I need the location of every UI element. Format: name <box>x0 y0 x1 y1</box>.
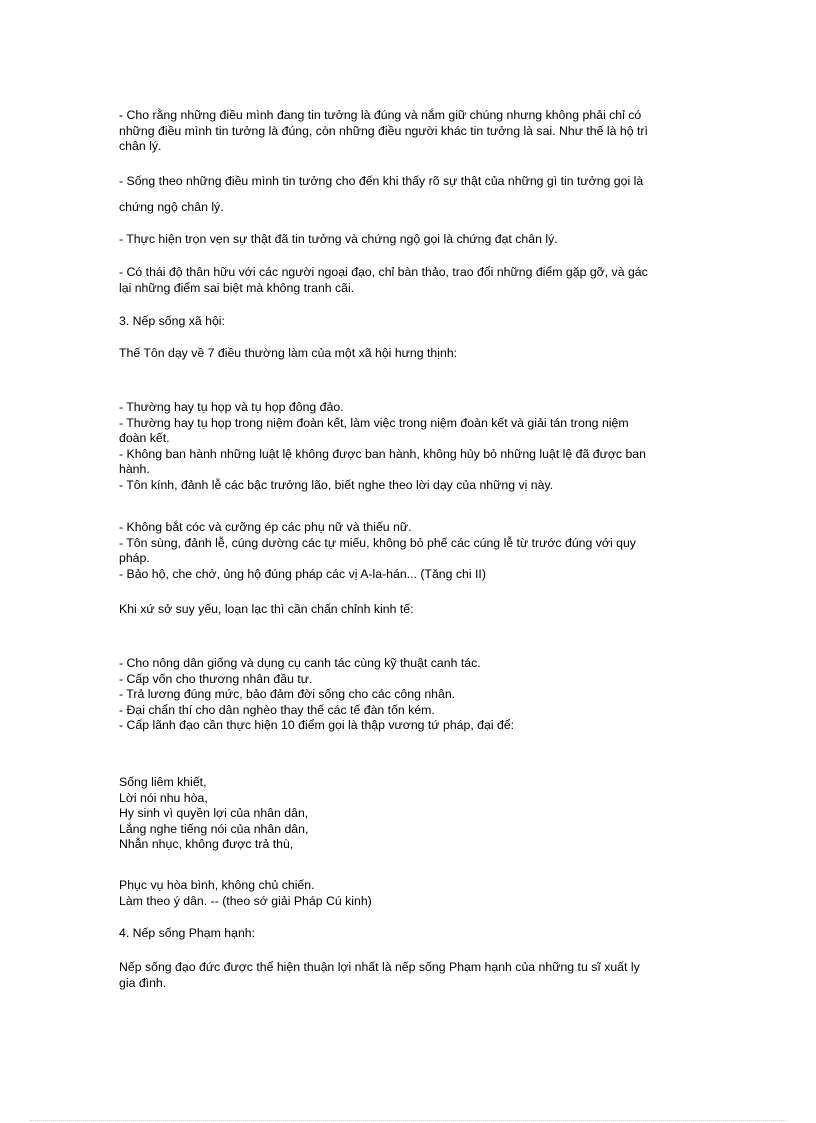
list-item: Sống liêm khiết, <box>119 775 207 789</box>
list-item: Làm theo ý dân. -- (theo sớ giải Pháp Cú kinh) <box>119 893 372 908</box>
list-item: - Thường hay tụ họp và tụ họp đông đảo. <box>119 400 344 414</box>
section-heading-pure-life: 4. Nếp sống Phạm hạnh: <box>119 926 256 940</box>
list-item: - Bảo hộ, che chở, ủng hộ đúng pháp các vị A-la-hán... (Tăng chi II) <box>119 566 486 581</box>
text-line: Nếp sống đạo đức được thể hiện thuận lợi nhất là nếp sống Phạm hạnh của những tu sĩ xuất ly <box>119 960 640 974</box>
list-item: - Không ban hành những luật lệ không được ban hành, không hủy bỏ những luật lệ đã được ban <box>119 446 646 461</box>
economy-intro: Khi xứ sở suy yếu, loạn lạc thì cần chấn chỉnh kinh tế: <box>119 602 414 616</box>
list-item: - Cấp vốn cho thương nhân đầu tư. <box>119 671 313 686</box>
section-heading-social: 3. Nếp sống xã hội: <box>119 314 225 328</box>
list-item: - Cho nông dân giống và dụng cụ canh tác cùng kỹ thuật canh tác. <box>119 656 481 670</box>
list-item: - Tôn kính, đảnh lễ các bậc trưởng lão, biết nghe theo lời dạy của những vị này. <box>119 477 554 492</box>
economy-list <box>119 656 699 734</box>
list-item: Lời nói nhu hòa, <box>119 790 208 805</box>
truth-item-attain <box>119 232 699 248</box>
text-line: những điều mình tin tưởng là đúng, còn những điều người khác tin tưởng là sai. Như thế là hộ trì <box>119 123 648 138</box>
pure-life-body <box>119 960 699 991</box>
social-list-b <box>119 520 699 582</box>
truth-item-realize-cont <box>119 200 699 216</box>
text-line: chứng ngộ chân lý. <box>119 200 224 214</box>
list-item: Hy sinh vì quyền lợi của nhân dân, <box>119 806 309 821</box>
text-line: - Thực hiện trọn vẹn sự thật đã tin tưởng và chứng ngộ gọi là chứng đạt chân lý. <box>119 232 558 246</box>
list-item: hành. <box>119 462 150 477</box>
truth-item-friendly <box>119 265 699 296</box>
text-line: - Sống theo những điều mình tin tưởng cho đến khi thấy rõ sự thật của những gì tin tưởng gọi là <box>119 174 644 188</box>
virtues-list-end <box>119 878 699 909</box>
list-item: - Không bắt cóc và cưỡng ép các phụ nữ và thiếu nữ. <box>119 520 412 534</box>
text-line: - Cho rằng những điều mình đang tin tưởng là đúng và nắm giữ chúng nhưng không phải chỉ có <box>119 108 642 122</box>
truth-item-uphold <box>119 108 699 155</box>
list-item: - Tôn sùng, đảnh lễ, cúng dường các tự miếu, không bỏ phế các cúng lễ từ trước đúng với quy <box>119 535 636 550</box>
list-item: - Cấp lãnh đạo cần thực hiện 10 điểm gọi là thập vương tứ pháp, đại để: <box>119 718 515 733</box>
list-item: Lắng nghe tiếng nói của nhân dân, <box>119 821 309 836</box>
list-item: - Trả lương đúng mức, bảo đảm đời sống cho các công nhân. <box>119 687 456 702</box>
text-line: lại những điểm sai biệt mà không tranh cãi. <box>119 280 355 295</box>
list-item: - Thường hay tụ họp trong niệm đoàn kết, làm việc trong niệm đoàn kết và giải tán trong niệm <box>119 415 629 430</box>
truth-item-realize <box>119 174 699 190</box>
social-intro: Thế Tôn dạy về 7 điều thường làm của một xã hội hưng thịnh: <box>119 346 458 360</box>
text-line: gia đình. <box>119 975 167 990</box>
list-item: pháp. <box>119 551 150 566</box>
text-line: - Có thái độ thân hữu với các người ngoại đạo, chỉ bàn thảo, trao đổi những điểm gặp gỡ, và gác <box>119 265 648 279</box>
social-list-a <box>119 400 699 494</box>
list-item: Nhẫn nhục, không được trả thù, <box>119 837 294 852</box>
list-item: Phục vụ hòa bình, không chủ chiến. <box>119 878 315 892</box>
list-item: đoàn kết. <box>119 431 170 446</box>
text-line: chân lý. <box>119 139 162 154</box>
list-item: - Đại chẩn thí cho dân nghèo thay thế các tế đàn tốn kém. <box>119 702 435 717</box>
page-bottom-divider <box>30 1120 786 1121</box>
virtues-list <box>119 775 699 853</box>
